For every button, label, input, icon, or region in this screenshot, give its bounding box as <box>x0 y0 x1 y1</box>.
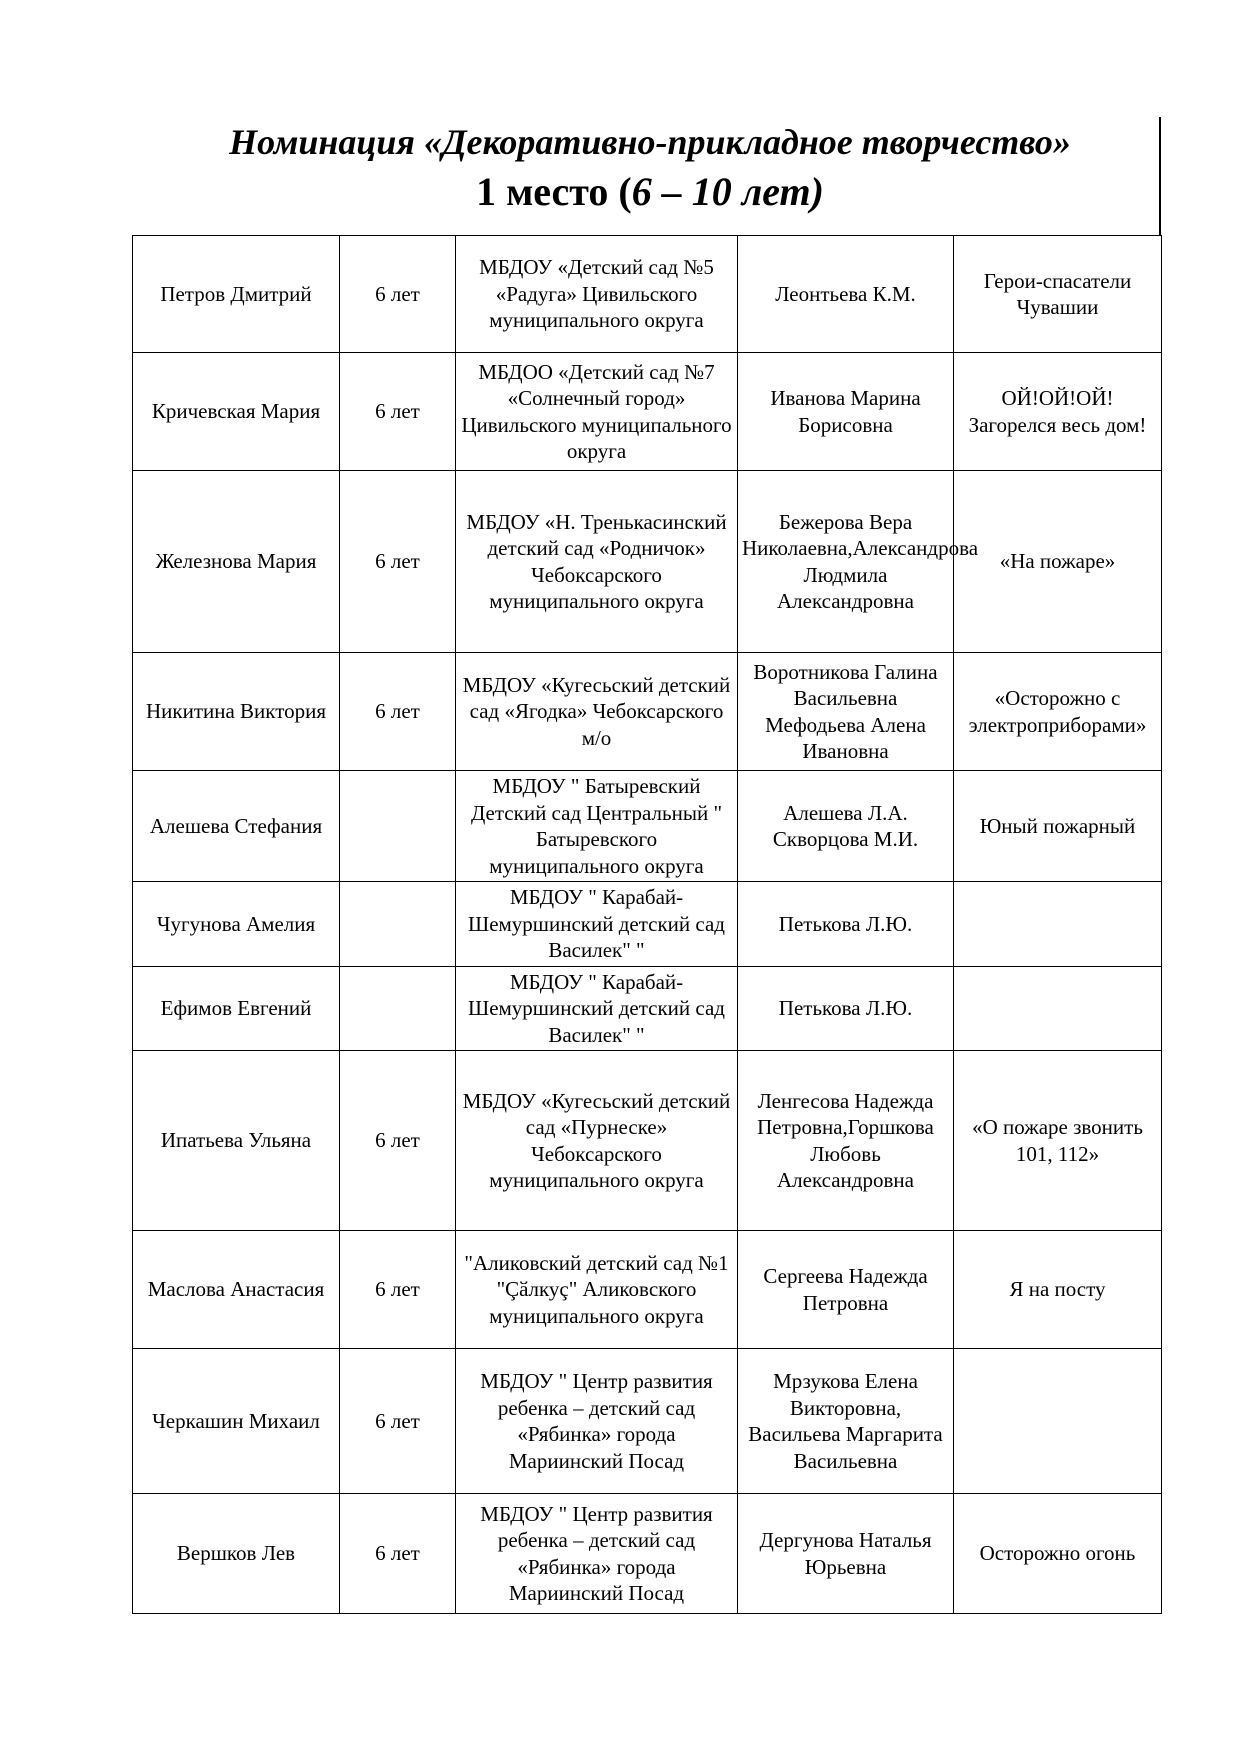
participant-name: Чугунова Амелия <box>133 882 340 967</box>
teacher: Леонтьева К.М. <box>738 236 954 353</box>
teacher: Сергеева Надежда Петровна <box>738 1231 954 1349</box>
teacher: Мрзукова Елена Викторовна, Васильева Маргарита Васильевна <box>738 1349 954 1494</box>
teacher: Дергунова Наталья Юрьевна <box>738 1494 954 1614</box>
work-title: «Осторожно с электроприборами» <box>954 653 1162 771</box>
work-title: «О пожаре звонить 101, 112» <box>954 1051 1162 1231</box>
work-title: «На пожаре» <box>954 471 1162 653</box>
participant-name: Петров Дмитрий <box>133 236 340 353</box>
participant-name: Алешева Стефания <box>133 771 340 882</box>
participant-age <box>340 771 456 882</box>
participant-name: Вершков Лев <box>133 1494 340 1614</box>
table-row <box>133 1051 1162 1231</box>
participant-name: Кричевская Мария <box>133 353 340 471</box>
participant-name: Черкашин Михаил <box>133 1349 340 1494</box>
participant-age <box>340 966 456 1051</box>
participant-name: Маслова Анастасия <box>133 1231 340 1349</box>
participant-age: 6 лет <box>340 1494 456 1614</box>
participant-age: 6 лет <box>340 1231 456 1349</box>
institution: МБДОУ " Батыревский Детский сад Центральный " Батыревского муниципального округа <box>456 771 738 882</box>
results-table <box>132 235 1162 1614</box>
institution: МБДОУ «Детский сад №5 «Радуга» Цивильского муниципального округа <box>456 236 738 353</box>
institution: МБДОУ «Кугесьский детский сад «Пурнеске» Чебоксарского муниципального округа <box>456 1051 738 1231</box>
participant-name: Ипатьева Ульяна <box>133 1051 340 1231</box>
teacher: Иванова Марина Борисовна <box>738 353 954 471</box>
header <box>160 118 1140 218</box>
institution: МБДОО «Детский сад №7 «Солнечный город» Цивильского муниципального округа <box>456 353 738 471</box>
table-row <box>133 771 1162 882</box>
institution: МБДОУ " Карабай-Шемуршинский детский сад Василек" " <box>456 882 738 967</box>
page-subtitle <box>160 166 1140 218</box>
table-row <box>133 653 1162 771</box>
teacher: Алешева Л.А. Скворцова М.И. <box>738 771 954 882</box>
table-row <box>133 882 1162 967</box>
participant-age <box>340 882 456 967</box>
subtitle-prefix: 1 место ( <box>476 169 632 214</box>
work-title <box>954 966 1162 1051</box>
work-title: ОЙ!ОЙ!ОЙ! Загорелся весь дом! <box>954 353 1162 471</box>
table-row <box>133 1231 1162 1349</box>
table-row <box>133 236 1162 353</box>
participant-age: 6 лет <box>340 1349 456 1494</box>
participant-age: 6 лет <box>340 353 456 471</box>
participant-age: 6 лет <box>340 471 456 653</box>
table-row <box>133 966 1162 1051</box>
institution: МБДОУ «Н. Тренькасинский детский сад «Родничок» Чебоксарского муниципального округа <box>456 471 738 653</box>
participant-age: 6 лет <box>340 653 456 771</box>
teacher: Петькова Л.Ю. <box>738 966 954 1051</box>
teacher: Ленгесова Надежда Петровна,Горшкова Любовь Александровна <box>738 1051 954 1231</box>
teacher: Бежерова Вера Николаевна,Александрова Людмила Александровна <box>738 471 954 653</box>
work-title: Осторожно огонь <box>954 1494 1162 1614</box>
institution: МБДОУ " Карабай-Шемуршинский детский сад Василек" " <box>456 966 738 1051</box>
work-title: Герои-спасатели Чувашии <box>954 236 1162 353</box>
page-title: Номинация «Декоративно-прикладное творчество» <box>229 122 1071 162</box>
institution: МБДОУ «Кугесьский детский сад «Ягодка» Чебоксарского м/о <box>456 653 738 771</box>
work-title: Я на посту <box>954 1231 1162 1349</box>
institution: "Аликовский детский сад №1 "Çӑлкуç" Аликовского муниципального округа <box>456 1231 738 1349</box>
teacher: Петькова Л.Ю. <box>738 882 954 967</box>
table-row <box>133 471 1162 653</box>
participant-age: 6 лет <box>340 236 456 353</box>
work-title: Юный пожарный <box>954 771 1162 882</box>
institution: МБДОУ " Центр развития ребенка – детский сад «Рябинка» города Мариинский Посад <box>456 1349 738 1494</box>
work-title <box>954 1349 1162 1494</box>
teacher: Воротникова Галина Васильевна Мефодьева Алена Ивановна <box>738 653 954 771</box>
table-row <box>133 1349 1162 1494</box>
work-title <box>954 882 1162 967</box>
institution: МБДОУ " Центр развития ребенка – детский сад «Рябинка» города Мариинский Посад <box>456 1494 738 1614</box>
table-row <box>133 1494 1162 1614</box>
subtitle-age-range: 6 – 10 лет) <box>631 169 824 214</box>
table-row <box>133 353 1162 471</box>
participant-age: 6 лет <box>340 1051 456 1231</box>
participant-name: Никитина Виктория <box>133 653 340 771</box>
header-border-line <box>1159 117 1161 235</box>
participant-name: Железнова Мария <box>133 471 340 653</box>
participant-name: Ефимов Евгений <box>133 966 340 1051</box>
